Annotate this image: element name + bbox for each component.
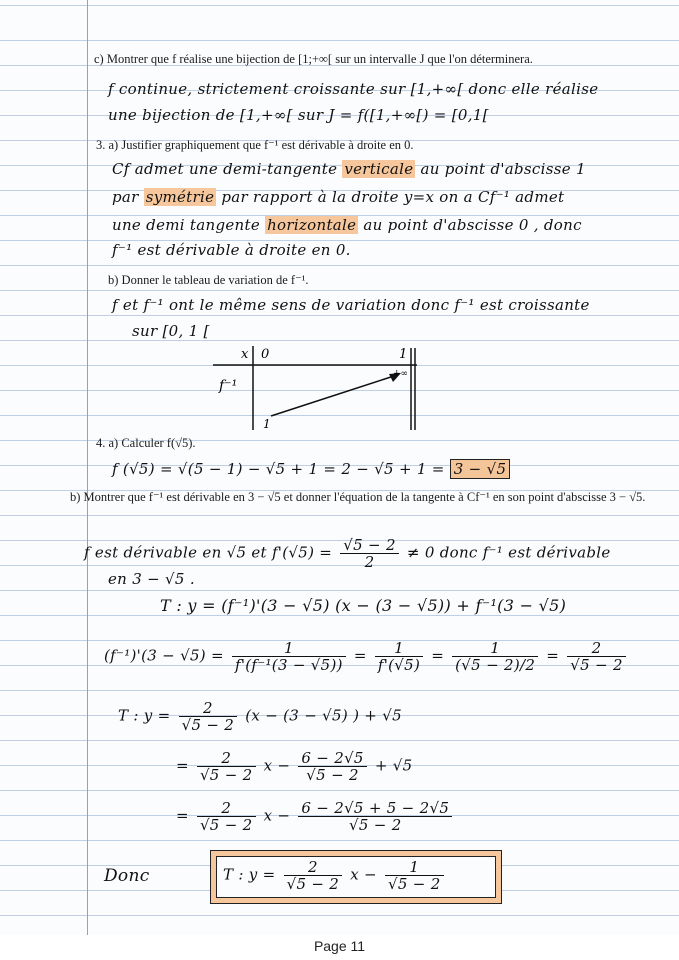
question-c: c) Montrer que f réalise une bijection de [1;+∞[ sur un intervalle J que l'on déterminera. (94, 52, 533, 66)
answer-3a-line2-a: par (112, 188, 139, 206)
fraction-num: 1 (385, 859, 444, 876)
tangent-rest: (x − (3 − √5) ) + √5 (245, 706, 402, 725)
step-1-end: + √5 (374, 756, 413, 775)
answer-4b-line2: en 3 − √5 . (108, 570, 195, 588)
answer-3a-line1-b: au point d'abscisse 1 (420, 160, 586, 178)
highlight-symetrie: symétrie (145, 188, 215, 206)
fraction-num: √5 − 2 (340, 537, 399, 554)
equals-sign: = (431, 646, 445, 665)
fraction-den: √5 − 2 (199, 816, 253, 834)
page-number: Page 11 (313, 938, 366, 954)
fraction-f-prime (340, 537, 399, 570)
answer-3b-line2: sur [0, 1 [ (132, 322, 210, 340)
tangent-equation: T : y = (f⁻¹)'(3 − √5) (x − (3 − √5)) + f⁻¹(3 − √5) (160, 596, 567, 615)
increasing-arrow (271, 375, 397, 416)
answer-3a-line4: f⁻¹ est dérivable à droite en 0. (112, 241, 351, 259)
answer-4a-text: f (√5) = √(5 − 1) − √5 + 1 = 2 − √5 + 1 = (112, 460, 445, 478)
margin-line (87, 0, 88, 935)
step-2-mid: x − (263, 806, 291, 825)
fraction-num: 1 (375, 640, 423, 657)
fraction-3 (452, 640, 538, 673)
table-f-label: f⁻¹ (219, 378, 238, 394)
fraction (197, 800, 256, 833)
variation-table (205, 344, 435, 434)
table-val-end: +∞ (393, 369, 409, 379)
answer-c-line2: une bijection de [1,+∞[ sur J = f([1,+∞[) = [0,1[ (108, 106, 489, 124)
answer-3a-line2-b: par rapport à la droite y=x on a Cf⁻¹ admet (221, 188, 565, 206)
answer-4b-line1-b: ≠ 0 donc f⁻¹ est dérivable (406, 543, 611, 562)
table-val-start: 1 (263, 417, 271, 431)
final-answer-box (210, 850, 502, 904)
equals-sign: = (353, 646, 367, 665)
simplify-step-2 (176, 800, 455, 833)
final-equation (223, 859, 447, 892)
fraction-num: 2 (284, 859, 343, 876)
table-x-label: x (241, 347, 249, 362)
donc-label: Donc (104, 866, 150, 886)
equals-sign: = (546, 646, 560, 665)
answer-4b-line1 (84, 537, 611, 570)
fraction-num: 1 (452, 640, 538, 657)
fraction-den: 2 (364, 553, 375, 571)
question-4b: b) Montrer que f⁻¹ est dérivable en 3 − √5 et donner l'équation de la tangente à Cf⁻¹ en son point d'abscisse 3 − √5. (70, 490, 646, 504)
fraction (385, 859, 444, 892)
table-x-end: 1 (399, 347, 408, 362)
fraction-num: 2 (197, 750, 256, 767)
answer-4a (112, 460, 510, 478)
simplify-step-1 (176, 750, 413, 783)
fraction-num: 1 (232, 640, 346, 657)
fraction-num: 2 (179, 700, 238, 717)
answer-4a-box: 3 − √5 (450, 459, 511, 479)
answer-4b-line1-a: f est dérivable en √5 et f'(√5) = (84, 543, 333, 562)
answer-c-line1: f continue, strictement croissante sur [1,+∞[ donc elle réalise (108, 80, 599, 98)
fraction (284, 859, 343, 892)
fraction-den: √5 − 2 (181, 716, 235, 734)
answer-3a-line3-b: au point d'abscisse 0 , donc (363, 216, 582, 234)
fraction-num: 6 − 2√5 (298, 750, 366, 767)
answer-3a-line1-a: Cf admet une demi-tangente (112, 160, 338, 178)
answer-3b-line1: f et f⁻¹ ont le même sens de variation donc f⁻¹ est croissante (112, 296, 590, 314)
fraction-den: √5 − 2 (286, 875, 340, 893)
answer-3a-line3-a: une demi tangente (112, 216, 261, 234)
fraction (298, 750, 366, 783)
tangent-expanded (118, 700, 402, 733)
answer-3a-line3 (112, 216, 582, 234)
question-3b: b) Donner le tableau de variation de f⁻¹. (108, 273, 309, 287)
fraction-4 (567, 640, 626, 673)
fraction-num: 6 − 2√5 + 5 − 2√5 (298, 800, 452, 817)
answer-3a-line1 (112, 160, 586, 178)
question-3a: 3. a) Justifier graphiquement que f⁻¹ est dérivable à droite en 0. (96, 138, 414, 152)
fraction-den: √5 − 2 (348, 816, 402, 834)
question-4a: 4. a) Calculer f(√5). (96, 436, 196, 450)
fraction-2 (375, 640, 423, 673)
fraction-den: f'(√5) (377, 656, 421, 674)
equals-sign: = (176, 756, 189, 775)
fraction-den: √5 − 2 (306, 766, 359, 784)
highlight-horizontale: horizontale (267, 216, 357, 234)
derivative-lhs: (f⁻¹)'(3 − √5) = (104, 646, 224, 665)
fraction (179, 700, 238, 733)
tangent-lhs: T : y = (118, 706, 171, 725)
answer-3a-line2 (112, 188, 564, 206)
fraction (298, 800, 452, 833)
final-lhs: T : y = (223, 865, 276, 884)
fraction-den: √5 − 2 (388, 875, 441, 893)
table-x-start: 0 (261, 347, 270, 362)
final-answer-inner (216, 856, 496, 898)
step-1-mid: x − (263, 756, 291, 775)
fraction-den: √5 − 2 (199, 766, 253, 784)
fraction (197, 750, 256, 783)
fraction-1 (232, 640, 346, 673)
fraction-den: f'(f⁻¹(3 − √5)) (234, 656, 343, 674)
equals-sign: = (176, 806, 189, 825)
highlight-verticale: verticale (344, 160, 414, 178)
fraction-num: 2 (197, 800, 256, 817)
derivative-equation (104, 640, 629, 673)
fraction-num: 2 (567, 640, 626, 657)
final-mid: x − (350, 865, 377, 884)
fraction-den: (√5 − 2)/2 (455, 656, 536, 674)
fraction-den: √5 − 2 (570, 656, 623, 674)
